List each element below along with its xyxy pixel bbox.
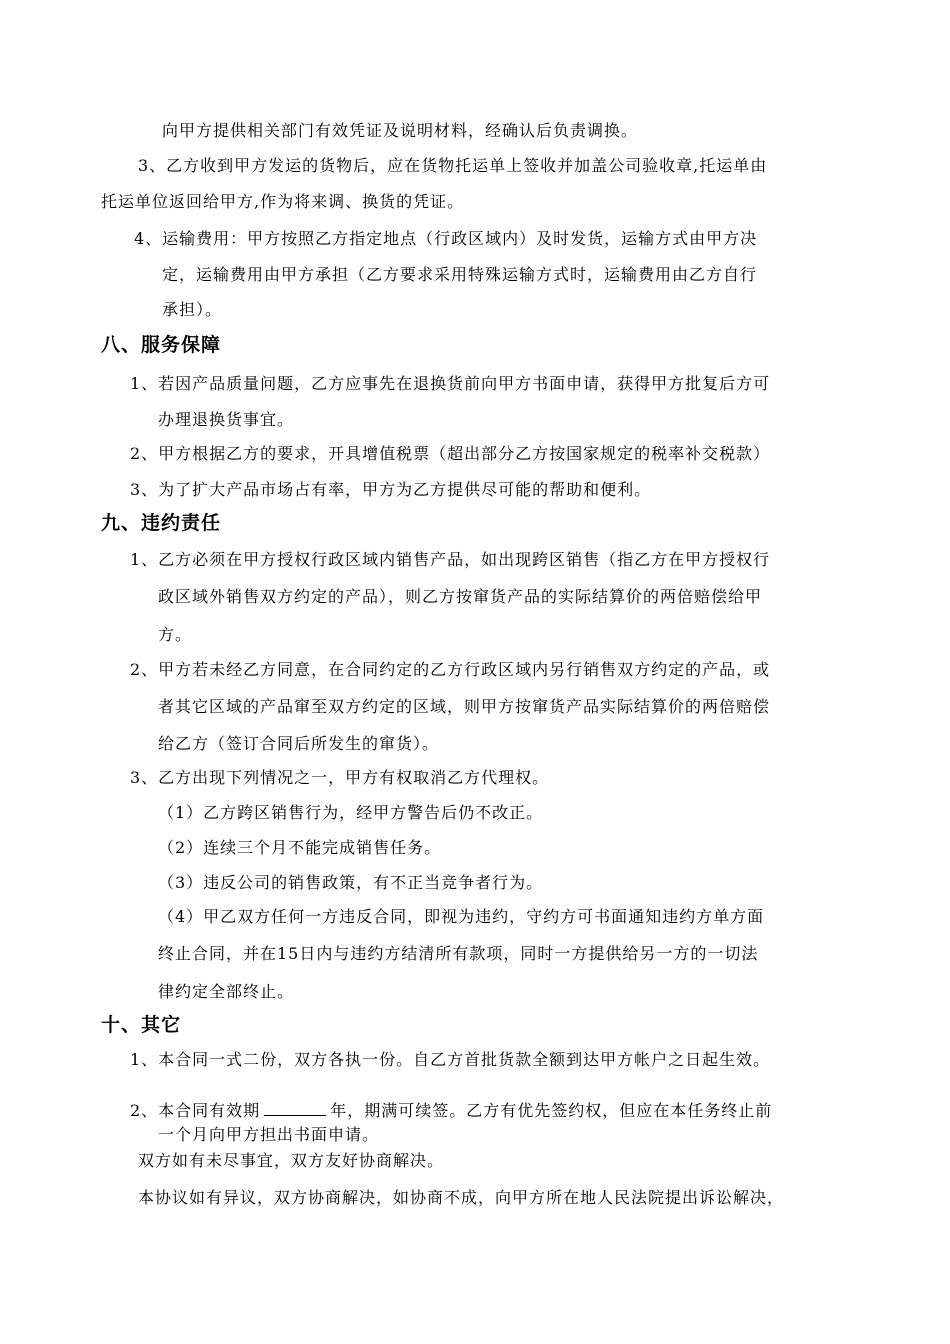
text-line: 承担）。 — [162, 300, 223, 319]
text-line: （4）甲乙双方任何一方违反合同，即视为违约，守约方可书面通知违约方单方面 — [158, 907, 765, 926]
text-line: 给乙方（签订合同后所发生的窜货）。 — [158, 734, 440, 753]
text-line: 2、甲方根据乙方的要求，开具增值税票（超出部分乙方按国家规定的税率补交税款） — [130, 444, 771, 463]
text-line: 1、若因产品质量问题，乙方应事先在退换货前向甲方书面申请，获得甲方批复后方可 — [130, 374, 771, 393]
text-line: 双方如有未尽事宜，双方友好协商解决。 — [138, 1151, 445, 1170]
text-line: （3）违反公司的销售政策，有不正当竞争者行为。 — [158, 873, 544, 892]
term-rest: 年，期满可续签。乙方有优先签约权，但应在本任务终止前 — [330, 1101, 773, 1120]
text-line: 终止合同，并在15日内与违约方结清所有款项，同时一方提供给另一方的一切法 — [158, 944, 759, 963]
text-line: 政区域外销售双方约定的产品），则乙方按窜货产品的实际结算价的两倍赔偿给甲 — [158, 587, 763, 606]
text-line: 3、乙方出现下列情况之一，甲方有权取消乙方代理权。 — [130, 768, 550, 787]
text-line: 律约定全部终止。 — [158, 982, 295, 1001]
text-line: 办理退换货事宜。 — [158, 410, 295, 429]
text-line: 1、本合同一式二份，双方各执一份。自乙方首批货款全额到达甲方帐户之日起生效。 — [130, 1050, 771, 1069]
text-line: 4、运输费用：甲方按照乙方指定地点（行政区域内）及时发货，运输方式由甲方决 — [134, 229, 758, 248]
text-line: 1、乙方必须在甲方授权行政区域内销售产品，如出现跨区销售（指乙方在甲方授权行 — [130, 550, 771, 569]
text-line: 本协议如有异议，双方协商解决，如协商不成，向甲方所在地人民法院提出诉讼解决， — [138, 1188, 785, 1207]
section-heading: 十、其它 — [101, 1014, 182, 1036]
text-line: 2、甲方若未经乙方同意，在合同约定的乙方行政区域内另行销售双方约定的产品，或 — [130, 660, 771, 679]
text-line: 向甲方提供相关部门有效凭证及说明材料，经确认后负责调换。 — [162, 121, 639, 140]
term-blank — [264, 1101, 326, 1116]
text-line: 定，运输费用由甲方承担（乙方要求采用特殊运输方式时，运输费用由乙方自行 — [162, 265, 758, 284]
section-heading: 九、违约责任 — [101, 512, 222, 534]
section-heading: 八、服务保障 — [101, 334, 222, 356]
text-line: （1）乙方跨区销售行为，经甲方警告后仍不改正。 — [158, 803, 544, 822]
text-line: （2）连续三个月不能完成销售任务。 — [158, 838, 442, 857]
text-line: 3、乙方收到甲方发运的货物后，应在货物托运单上签收并加盖公司验收章,托运单由 — [138, 156, 768, 175]
text-line: 方。 — [158, 625, 193, 644]
term-label: 2、本合同有效期 — [130, 1101, 261, 1120]
text-line — [130, 1100, 772, 1122]
text-line: 3、为了扩大产品市场占有率，甲方为乙方提供尽可能的帮助和便利。 — [130, 480, 652, 499]
text-line: 者其它区域的产品窜至双方约定的区域，则甲方按窜货产品实际结算价的两倍赔偿 — [158, 697, 771, 716]
text-line: 托运单位返回给甲方,作为将来调、换货的凭证。 — [101, 192, 465, 211]
text-line: 一个月向甲方担出书面申请。 — [158, 1125, 380, 1144]
